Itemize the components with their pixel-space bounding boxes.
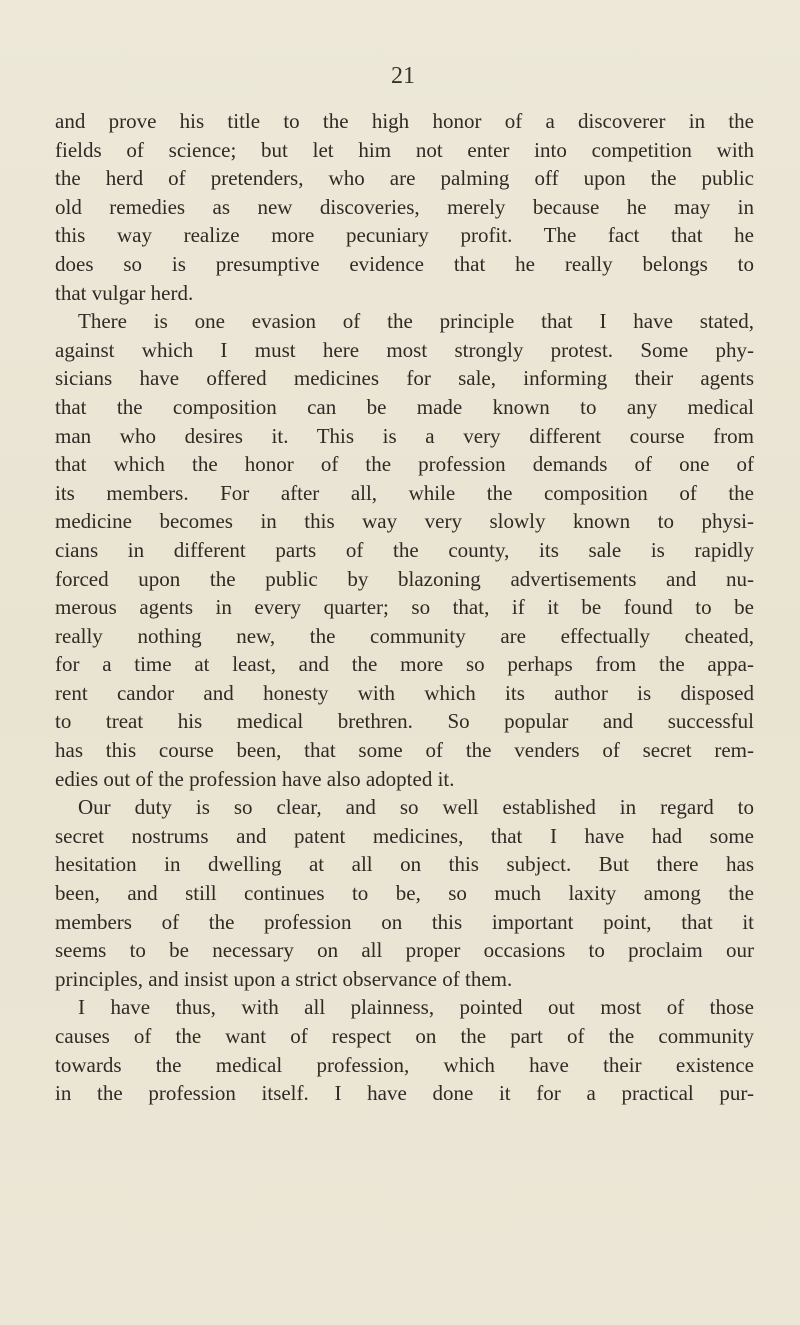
text-line: has this course been, that some of the venders of secret rem- (55, 738, 754, 763)
text-line: principles, and insist upon a strict observance of them. (55, 966, 513, 991)
paragraph-start-line: Our duty is so clear, and so well established in regard to (78, 795, 754, 820)
text-line: fields of science; but let him not enter into competition with (55, 137, 754, 162)
text-line: man who desires it. This is a very different course from (55, 423, 754, 448)
text-line: against which I must here most strongly protest. Some phy- (55, 337, 754, 362)
text-line: in the profession itself. I have done it for a practical pur- (55, 1081, 754, 1106)
text-line: members of the profession on this important point, that it (55, 909, 754, 934)
text-line: that which the honor of the profession demands of one of (55, 452, 754, 477)
text-line: to treat his medical brethren. So popular and successful (55, 709, 754, 734)
text-line: old remedies as new discoveries, merely because he may in (55, 194, 754, 219)
text-line: its members. For after all, while the composition of the (55, 480, 754, 505)
text-line: this way realize more pecuniary profit. The fact that he (55, 223, 754, 248)
text-line: that vulgar herd. (55, 280, 194, 305)
text-line: cians in different parts of the county, its sale is rapidly (55, 537, 754, 562)
text-line: merous agents in every quarter; so that, if it be found to be (55, 595, 754, 620)
text-line: sicians have offered medicines for sale, informing their agents (55, 366, 754, 391)
text-line: edies out of the profession have also adopted it. (55, 766, 455, 791)
text-line: for a time at least, and the more so perhaps from the appa- (55, 652, 754, 677)
text-line: that the composition can be made known to any medical (55, 394, 754, 419)
text-line: seems to be necessary on all proper occasions to proclaim our (55, 938, 754, 963)
text-line: hesitation in dwelling at all on this subject. But there has (55, 852, 754, 877)
text-line: secret nostrums and patent medicines, that I have had some (55, 823, 754, 848)
body-text (55, 107, 754, 1108)
text-line: medicine becomes in this way very slowly known to physi- (55, 509, 754, 534)
text-line: the herd of pretenders, who are palming off upon the public (55, 166, 754, 191)
paragraph-start-line: There is one evasion of the principle that I have stated, (78, 309, 754, 334)
paragraph-start-line: I have thus, with all plainness, pointed out most of those (78, 995, 754, 1020)
text-line: causes of the want of respect on the part of the community (55, 1024, 754, 1048)
text-line: been, and still continues to be, so much laxity among the (55, 881, 754, 906)
text-line: really nothing new, the community are effectually cheated, (55, 623, 754, 648)
text-line: and prove his title to the high honor of a discoverer in the (55, 109, 754, 133)
text-line: towards the medical profession, which have their existence (55, 1052, 754, 1077)
text-line: forced upon the public by blazoning advertisements and nu- (55, 566, 754, 591)
text-line: does so is presumptive evidence that he really belongs to (55, 251, 754, 276)
text-line: rent candor and honesty with which its author is disposed (55, 680, 754, 705)
page-number: 21 (391, 63, 415, 89)
